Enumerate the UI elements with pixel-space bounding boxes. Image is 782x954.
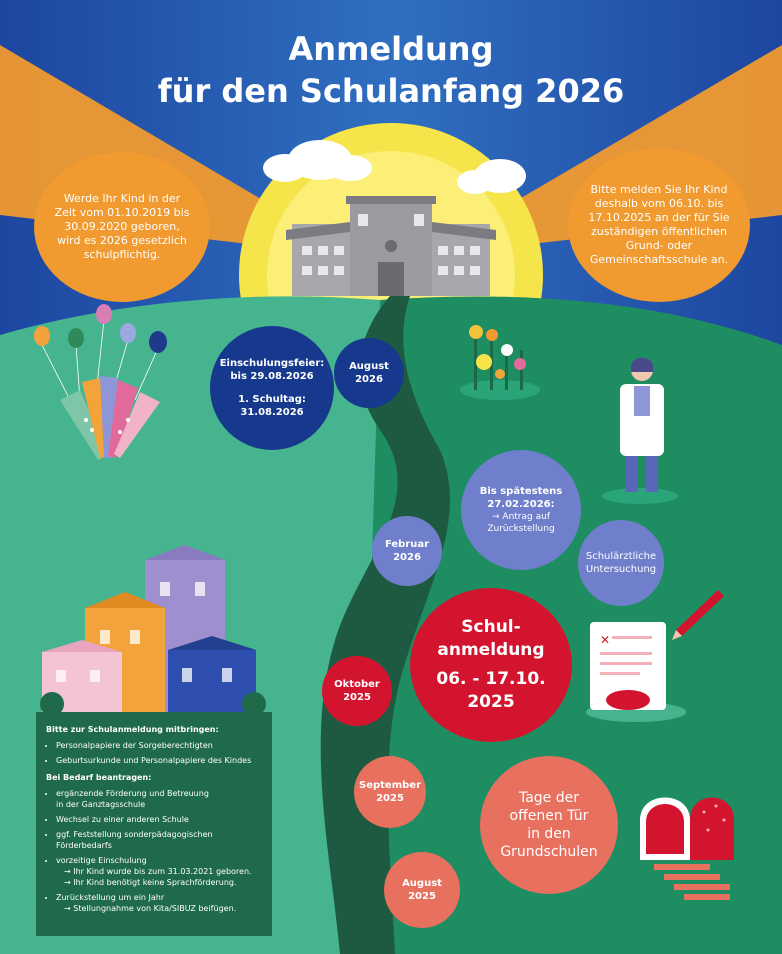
tage-offene-tuer-circle [480, 756, 618, 894]
month-label: Oktober [334, 679, 380, 690]
timeline-oktober-2025 [322, 656, 392, 726]
list-item [56, 788, 262, 810]
einschulung-date: bis 29.08.2026 [230, 371, 314, 382]
timeline-september-2025 [354, 756, 426, 828]
schulanmeldung-dates: 06. - 17.10. [436, 669, 546, 689]
first-day-date: 31.08.2026 [240, 407, 304, 418]
year-label: 2025 [343, 692, 371, 703]
untersuchung-circle [578, 520, 664, 606]
request-list [46, 788, 262, 914]
list-item: • Wechsel zu einer anderen Schule [56, 814, 262, 825]
schulanmeldung-line-2: anmeldung [437, 640, 545, 660]
month-label: August [349, 361, 389, 372]
month-label: September [359, 780, 421, 791]
einschulung-label: Einschulungsfeier: [219, 358, 325, 369]
list-item-text: ggf. Feststellung sonderpädagogischen [56, 830, 213, 839]
deadline-date: 27.02.2026: [487, 499, 555, 510]
untersuchung-line-1: Schulärztliche [585, 551, 657, 562]
schulanmeldung-year: 2025 [467, 692, 515, 712]
list-item: • Geburtsurkunde und Personalpapiere des Kindes [56, 755, 262, 766]
birthdate-info-circle [34, 152, 210, 302]
list-item-subtext: → Stellungnahme von Kita/SIBUZ beifügen. [64, 904, 237, 913]
deadline-action: → Antrag auf [492, 512, 550, 522]
zurueckstellung-circle [461, 450, 581, 570]
tage-line-4: Grundschulen [500, 844, 598, 860]
deadline-label: Bis spätestens [479, 486, 563, 497]
title-line-2: für den Schulanfang 2026 [157, 72, 625, 110]
year-label: 2026 [355, 374, 383, 385]
untersuchung-line-2: Untersuchung [585, 564, 657, 575]
list-item-text: ergänzende Förderung und Betreuung [56, 789, 209, 798]
schulanmeldung-circle [410, 588, 572, 742]
deadline-action-object: Zurückstellung [487, 524, 555, 534]
schulanmeldung-line-1: Schul- [461, 617, 521, 637]
list-item-subtext: → Ihr Kind benötigt keine Sprachförderung. [64, 878, 237, 887]
svg-text:✕: ✕ [600, 633, 611, 647]
list-item-subtext: → Ihr Kind wurde bis zum 31.03.2021 geboren. [64, 867, 252, 876]
tage-line-2: offenen Tür [509, 808, 589, 824]
timeline-august-2025 [384, 852, 460, 928]
title-line-1: Anmeldung [288, 30, 494, 68]
list-item-text: vorzeitige Einschulung [56, 856, 147, 865]
timeline-februar-2026 [372, 516, 442, 586]
year-label: 2025 [376, 793, 404, 804]
bring-list [46, 740, 262, 766]
list-item: • Personalpapiere der Sorgeberechtigten [56, 740, 262, 751]
page-title [0, 28, 782, 112]
tage-line-1: Tage der [518, 790, 580, 806]
year-label: 2026 [393, 552, 421, 563]
list-item [56, 892, 262, 914]
month-label: Februar [384, 539, 430, 550]
year-label: 2025 [408, 891, 436, 902]
list-item-text: Förderbedarfs [56, 841, 112, 850]
list-item-text: Zurückstellung um ein Jahr [56, 893, 165, 902]
timeline-august-2026 [334, 338, 404, 408]
list-item-text: in der Ganztagsschule [56, 800, 146, 809]
registration-info-circle [568, 148, 750, 302]
einschulung-circle [210, 326, 334, 450]
list-item [56, 829, 262, 851]
request-heading: Bei Bedarf beantragen: [46, 773, 152, 782]
tage-line-3: in den [527, 826, 571, 842]
month-label: August [402, 878, 442, 889]
list-item [56, 855, 262, 888]
bring-heading: Bitte zur Schulanmeldung mitbringen: [46, 725, 219, 734]
registration-info-text: Bitte melden Sie Ihr Kind deshalb vom 06.10. bis 17.10.2025 an der für Sie zuständigen öffentlichen Grund- oder Gemeinschaftsschule an. [588, 183, 730, 266]
first-day-label: 1. Schultag: [238, 394, 306, 405]
birthdate-info-text: Werde Ihr Kind in der Zeit vom 01.10.2019 bis 30.09.2020 geboren, wird es 2026 gesetzlich schulpflichtig. [54, 192, 190, 261]
checklist-box [36, 712, 272, 936]
